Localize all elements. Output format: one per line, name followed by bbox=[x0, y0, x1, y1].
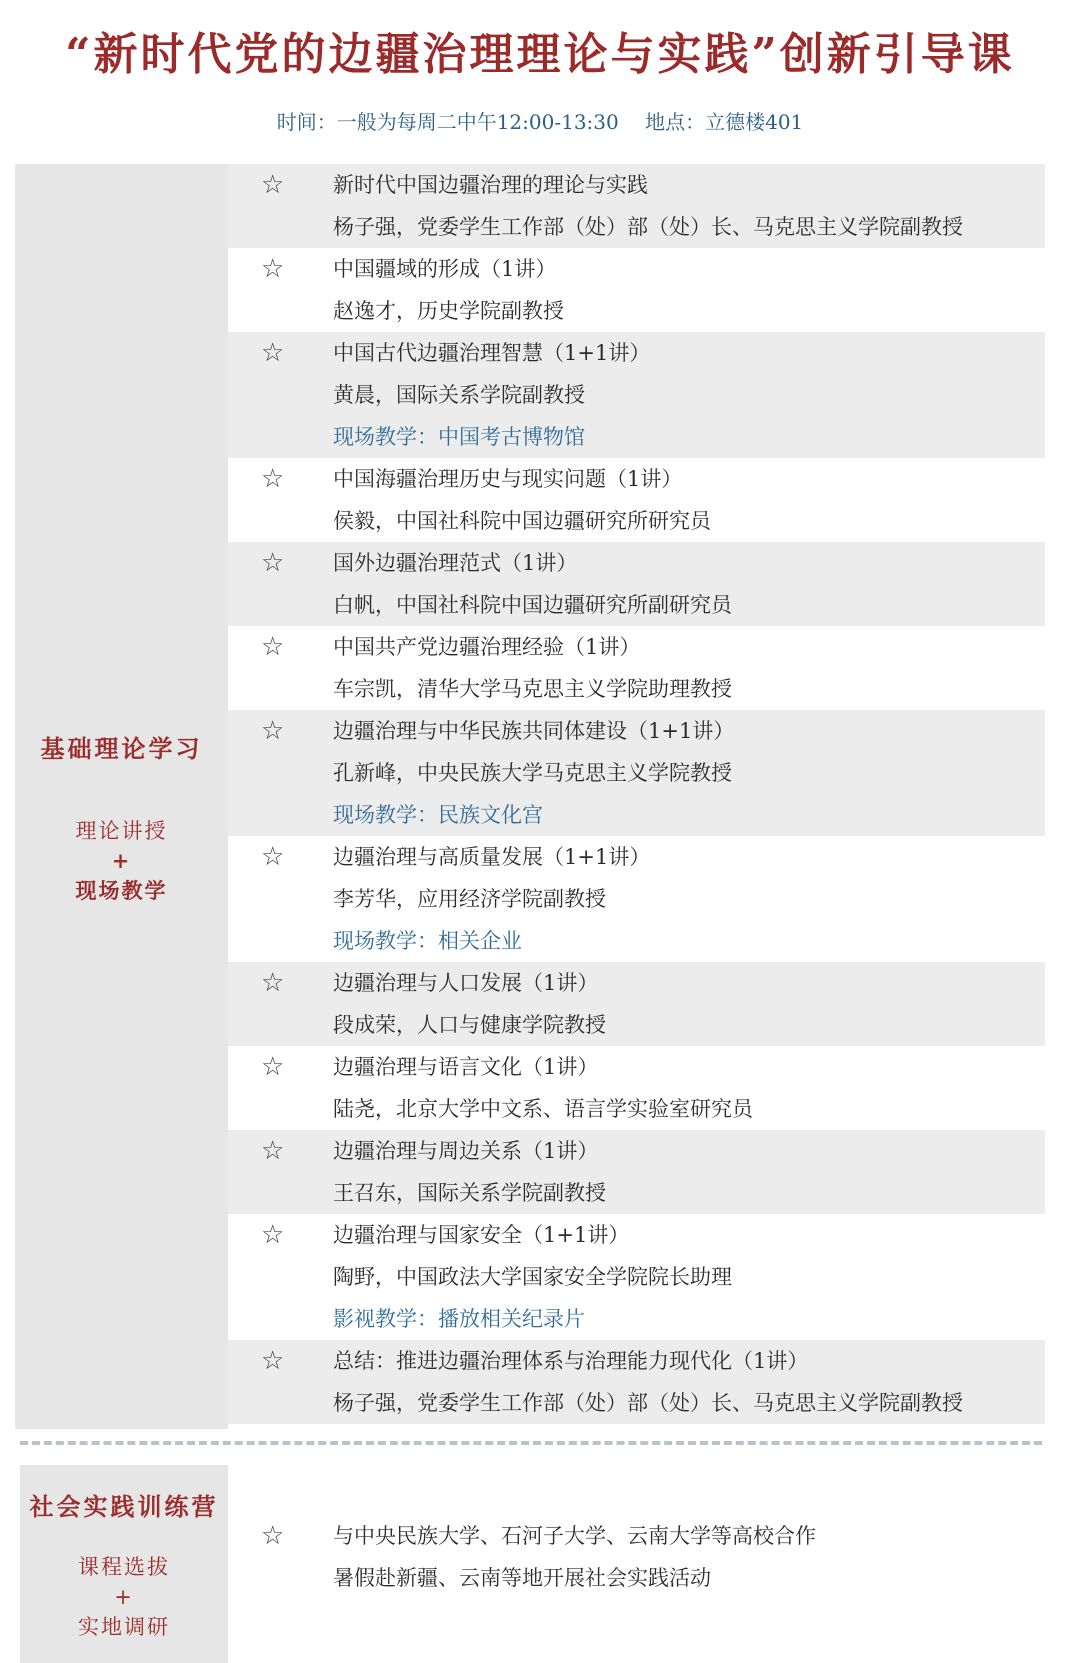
star-icon: ☆ bbox=[261, 170, 285, 200]
lecture-row bbox=[228, 710, 1045, 836]
lecture-speaker: 赵逸才，历史学院副教授 bbox=[333, 299, 564, 323]
star-icon: ☆ bbox=[261, 1136, 285, 1166]
lecture-list bbox=[228, 164, 1045, 1424]
section-plus: + bbox=[114, 1585, 134, 1609]
dashed-divider bbox=[20, 1441, 1042, 1445]
lecture-speaker: 黄晨，国际关系学院副教授 bbox=[333, 383, 585, 407]
lecture-title: 总结：推进边疆治理体系与治理能力现代化（1讲） bbox=[333, 1349, 809, 1373]
lecture-title-line bbox=[228, 1046, 1045, 1088]
star-icon: ☆ bbox=[261, 1052, 285, 1082]
lecture-title: 中国海疆治理历史与现实问题（1讲） bbox=[333, 467, 683, 491]
lecture-title-line bbox=[228, 710, 1045, 752]
lecture-speaker: 陆尧，北京大学中文系、语言学实验室研究员 bbox=[333, 1097, 753, 1121]
lecture-title: 边疆治理与高质量发展（1+1讲） bbox=[333, 845, 651, 869]
practice-line bbox=[228, 1515, 1045, 1557]
lecture-title: 边疆治理与中华民族共同体建设（1+1讲） bbox=[333, 719, 735, 743]
lecture-title: 新时代中国边疆治理的理论与实践 bbox=[333, 173, 648, 197]
lecture-field-teaching: 现场教学：相关企业 bbox=[333, 929, 522, 953]
practice-camp-panel bbox=[20, 1465, 228, 1663]
lecture-speaker: 王召东，国际关系学院副教授 bbox=[333, 1181, 606, 1205]
lecture-title-line bbox=[228, 332, 1045, 374]
time-label: 时间：一般为每周二中午12:00-13:30 bbox=[276, 110, 619, 134]
section-plus: + bbox=[111, 848, 132, 873]
lecture-row bbox=[228, 542, 1045, 626]
place-label: 地点：立德楼401 bbox=[645, 110, 804, 134]
section-sub-line2: 实地调研 bbox=[78, 1615, 170, 1639]
star-icon: ☆ bbox=[261, 548, 285, 578]
lecture-row bbox=[228, 626, 1045, 710]
lecture-speaker: 段成荣，人口与健康学院教授 bbox=[333, 1013, 606, 1037]
lecture-title-line bbox=[228, 164, 1045, 206]
lecture-title-line bbox=[228, 248, 1045, 290]
basic-theory-labels bbox=[15, 729, 228, 906]
lecture-row bbox=[228, 1214, 1045, 1340]
lecture-speaker: 杨子强，党委学生工作部（处）部（处）长、马克思主义学院副教授 bbox=[333, 215, 963, 239]
star-icon: ☆ bbox=[261, 1521, 285, 1551]
basic-theory-panel bbox=[15, 164, 228, 1429]
lecture-title-line bbox=[228, 542, 1045, 584]
lecture-field-teaching: 影视教学：播放相关纪录片 bbox=[333, 1307, 585, 1331]
lecture-title-line bbox=[228, 458, 1045, 500]
lecture-row bbox=[228, 164, 1045, 248]
schedule-info bbox=[0, 106, 1080, 135]
star-icon: ☆ bbox=[261, 716, 285, 746]
practice-camp-labels bbox=[20, 1487, 228, 1642]
lecture-title-line bbox=[228, 1214, 1045, 1256]
lecture-title: 中国古代边疆治理智慧（1+1讲） bbox=[333, 341, 651, 365]
lecture-row bbox=[228, 1340, 1045, 1424]
star-icon: ☆ bbox=[261, 968, 285, 998]
practice-line bbox=[228, 1557, 1045, 1599]
section-sub-line1: 理论讲授 bbox=[75, 819, 168, 843]
section-sub-line1: 课程选拔 bbox=[78, 1555, 170, 1579]
star-icon: ☆ bbox=[261, 254, 285, 284]
lecture-speaker: 车宗凯，清华大学马克思主义学院助理教授 bbox=[333, 677, 732, 701]
star-icon: ☆ bbox=[261, 842, 285, 872]
page-title: “新时代党的边疆治理理论与实践”创新引导课 bbox=[65, 29, 1015, 80]
lecture-title: 国外边疆治理范式（1讲） bbox=[333, 551, 578, 575]
lecture-row bbox=[228, 962, 1045, 1046]
star-icon: ☆ bbox=[261, 338, 285, 368]
practice-camp-content bbox=[228, 1465, 1045, 1663]
lecture-row bbox=[228, 248, 1045, 332]
lecture-title-line bbox=[228, 1130, 1045, 1172]
lecture-title-line bbox=[228, 962, 1045, 1004]
section-heading: 基础理论学习 bbox=[40, 734, 203, 763]
lecture-speaker: 侯毅，中国社科院中国边疆研究所研究员 bbox=[333, 509, 711, 533]
lecture-row bbox=[228, 836, 1045, 962]
lecture-row bbox=[228, 332, 1045, 458]
lecture-title-line bbox=[228, 1340, 1045, 1382]
lecture-speaker: 陶野，中国政法大学国家安全学院院长助理 bbox=[333, 1265, 732, 1289]
star-icon: ☆ bbox=[261, 1346, 285, 1376]
practice-line-text: 与中央民族大学、石河子大学、云南大学等高校合作 bbox=[333, 1524, 816, 1548]
lecture-title: 中国共产党边疆治理经验（1讲） bbox=[333, 635, 641, 659]
lecture-speaker: 杨子强，党委学生工作部（处）部（处）长、马克思主义学院副教授 bbox=[333, 1391, 963, 1415]
star-icon: ☆ bbox=[261, 1220, 285, 1250]
lecture-title: 中国疆域的形成（1讲） bbox=[333, 257, 557, 281]
lecture-title: 边疆治理与语言文化（1讲） bbox=[333, 1055, 599, 1079]
lecture-title: 边疆治理与周边关系（1讲） bbox=[333, 1139, 599, 1163]
lecture-field-teaching: 现场教学：中国考古博物馆 bbox=[333, 425, 585, 449]
lecture-title-line bbox=[228, 836, 1045, 878]
lecture-speaker: 李芳华，应用经济学院副教授 bbox=[333, 887, 606, 911]
section-sub-line2: 现场教学 bbox=[75, 878, 168, 903]
lecture-speaker: 白帆，中国社科院中国边疆研究所副研究员 bbox=[333, 593, 732, 617]
lecture-title: 边疆治理与人口发展（1讲） bbox=[333, 971, 599, 995]
lecture-row bbox=[228, 1046, 1045, 1130]
section-heading: 社会实践训练营 bbox=[29, 1492, 219, 1521]
lecture-title: 边疆治理与国家安全（1+1讲） bbox=[333, 1223, 630, 1247]
lecture-row bbox=[228, 458, 1045, 542]
lecture-field-teaching: 现场教学：民族文化宫 bbox=[333, 803, 543, 827]
practice-line-text: 暑假赴新疆、云南等地开展社会实践活动 bbox=[333, 1566, 711, 1590]
star-icon: ☆ bbox=[261, 632, 285, 662]
lecture-title-line bbox=[228, 626, 1045, 668]
lecture-row bbox=[228, 1130, 1045, 1214]
lecture-speaker: 孔新峰，中央民族大学马克思主义学院教授 bbox=[333, 761, 732, 785]
star-icon: ☆ bbox=[261, 464, 285, 494]
